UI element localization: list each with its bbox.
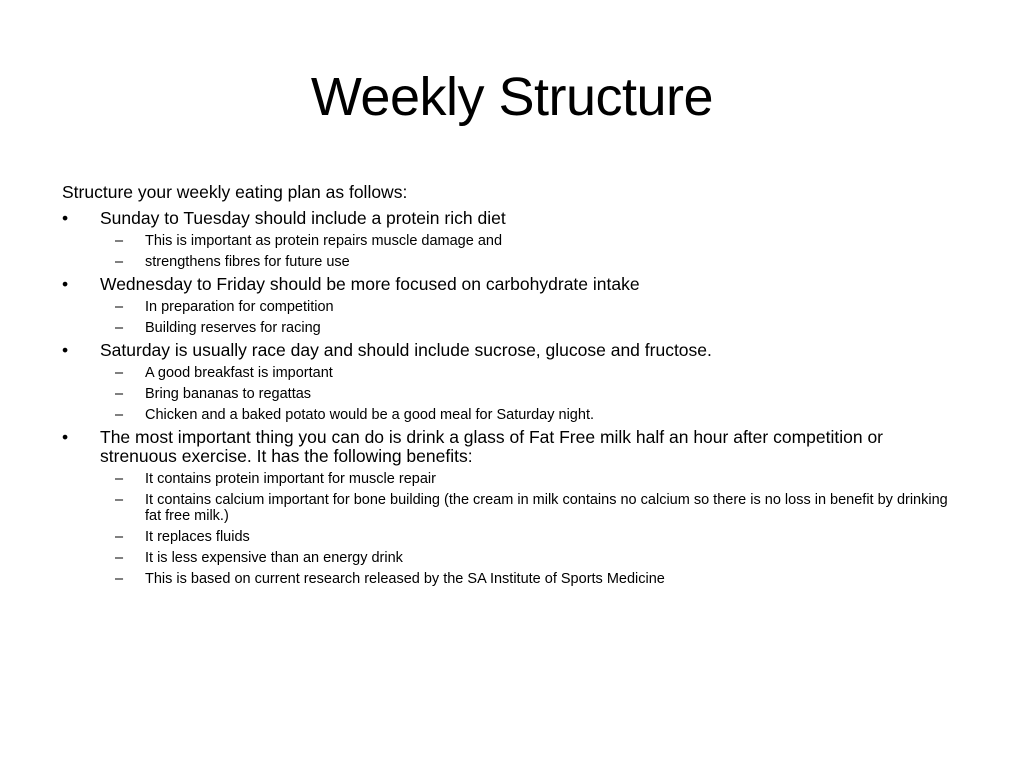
sub-bullet-text: Bring bananas to regattas — [145, 386, 312, 402]
sub-bullet-text: It contains protein important for muscle repair — [145, 471, 436, 487]
sub-bullet-item — [100, 571, 962, 587]
bullet-text: Wednesday to Friday should be more focused on carbohydrate intake — [100, 274, 640, 294]
bullet-icon: • — [62, 274, 69, 294]
bullet-item — [62, 428, 962, 587]
dash-icon: – — [115, 365, 124, 381]
sub-bullet-text: In preparation for competition — [145, 299, 334, 315]
sub-bullet-list — [100, 471, 962, 587]
sub-bullet-text: Building reserves for racing — [145, 320, 321, 336]
sub-bullet-item — [100, 386, 962, 402]
sub-bullet-item — [100, 407, 962, 423]
dash-icon: – — [115, 233, 124, 249]
sub-bullet-text: It is less expensive than an energy drink — [145, 550, 403, 566]
sub-bullet-item — [100, 320, 962, 336]
sub-bullet-text: It replaces fluids — [145, 529, 250, 545]
sub-bullet-text: It contains calcium important for bone building (the cream in milk contains no calcium so there is no loss in benefit by drinking fat free milk.) — [145, 492, 948, 524]
sub-bullet-text: strengthens fibres for future use — [145, 254, 350, 270]
sub-bullet-list — [100, 299, 962, 336]
bullet-text: Sunday to Tuesday should include a protein rich diet — [100, 208, 506, 228]
dash-icon: – — [115, 386, 124, 402]
sub-bullet-text: This is important as protein repairs muscle damage and — [145, 233, 503, 249]
bullet-item — [62, 275, 962, 336]
dash-icon: – — [115, 571, 124, 587]
sub-bullet-item — [100, 365, 962, 381]
dash-icon: – — [115, 407, 124, 423]
intro-text: Structure your weekly eating plan as follows: — [62, 182, 408, 202]
dash-icon: – — [115, 492, 124, 508]
bullet-item — [62, 209, 962, 270]
sub-bullet-text: A good breakfast is important — [145, 365, 333, 381]
sub-bullet-list — [100, 365, 962, 423]
sub-bullet-list — [100, 233, 962, 270]
sub-bullet-item — [100, 233, 962, 249]
dash-icon: – — [115, 471, 124, 487]
bullet-icon: • — [62, 208, 69, 228]
sub-bullet-item — [100, 550, 962, 566]
dash-icon: – — [115, 254, 124, 270]
dash-icon: – — [115, 299, 124, 315]
bullet-icon: • — [62, 340, 69, 360]
sub-bullet-text: Chicken and a baked potato would be a good meal for Saturday night. — [145, 407, 594, 423]
bullet-icon: • — [62, 427, 69, 447]
sub-bullet-text: This is based on current research released by the SA Institute of Sports Medicine — [145, 571, 665, 587]
sub-bullet-item — [100, 254, 962, 270]
bullet-item — [62, 341, 962, 423]
slide-title: Weekly Structure — [310, 67, 714, 127]
sub-bullet-item — [100, 529, 962, 545]
sub-bullet-item — [100, 471, 962, 487]
slide-body — [62, 180, 962, 587]
bullet-text: The most important thing you can do is drink a glass of Fat Free milk half an hour after competition or strenuous exercise. It has the following benefits: — [100, 427, 884, 466]
dash-icon: – — [115, 320, 124, 336]
sub-bullet-item — [100, 299, 962, 315]
dash-icon: – — [115, 529, 124, 545]
bullet-list — [62, 209, 962, 587]
dash-icon: – — [115, 550, 124, 566]
sub-bullet-item — [100, 492, 962, 524]
bullet-text: Saturday is usually race day and should include sucrose, glucose and fructose. — [100, 340, 712, 360]
